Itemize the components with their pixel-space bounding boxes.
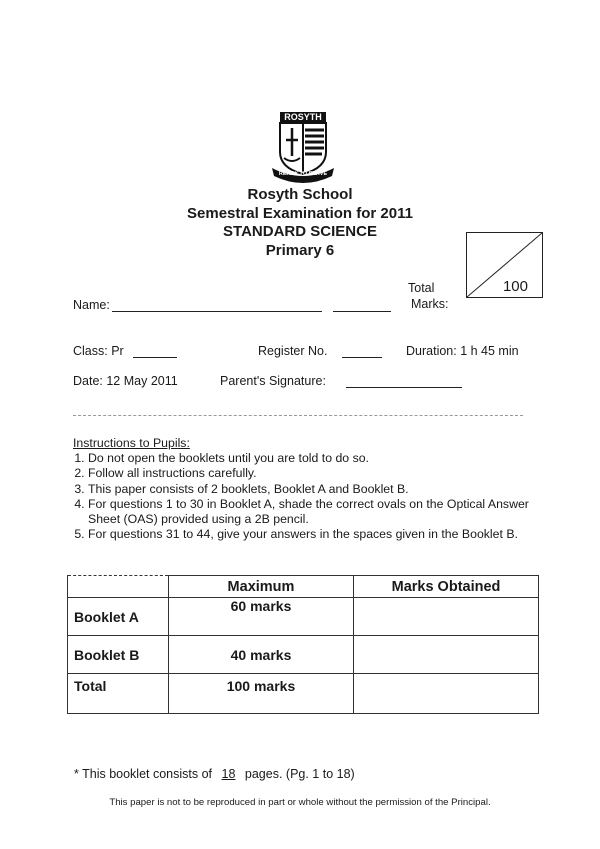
name-label: Name: — [73, 298, 110, 312]
pages-note — [74, 767, 355, 781]
table-cell: Booklet B — [68, 636, 169, 674]
marks-obtained-cell[interactable] — [354, 598, 539, 636]
table-header-cell: Maximum — [169, 576, 354, 598]
duration-text: Duration: 1 h 45 min — [406, 344, 519, 358]
table-row — [68, 598, 539, 636]
exam-title: Semestral Examination for 2011 — [187, 205, 413, 222]
instruction-item: 3. This paper consists of 2 booklets, Booklet A and Booklet B. — [88, 482, 543, 497]
table-header-row — [68, 576, 539, 598]
marks-table — [67, 575, 539, 714]
register-label: Register No. — [258, 344, 328, 358]
instructions-title: Instructions to Pupils: — [73, 436, 190, 450]
level-title: Primary 6 — [265, 242, 335, 259]
name-line-extra[interactable] — [333, 311, 391, 312]
table-cell: 60 marks — [169, 598, 354, 636]
crest-top-text: ROSYTH — [284, 112, 322, 122]
instructions-block — [73, 436, 543, 542]
instruction-item: 4. For questions 1 to 30 in Booklet A, shade the correct ovals on the Optical Answer Sheet (OAS) provided using a 2B pencil. — [88, 497, 543, 527]
table-row — [68, 674, 539, 714]
table-header-cell: Marks Obtained — [354, 576, 539, 598]
school-name: Rosyth School — [247, 186, 353, 203]
name-line[interactable] — [112, 311, 322, 312]
table-cell: 40 marks — [169, 636, 354, 674]
class-line[interactable] — [133, 357, 177, 358]
instruction-item: 2. Follow all instructions carefully. — [88, 466, 543, 481]
instruction-item: 1. Do not open the booklets until you are told to do so. — [88, 451, 543, 466]
table-cell: Booklet A — [68, 598, 169, 636]
signature-line[interactable] — [346, 387, 462, 388]
date-text: Date: 12 May 2011 — [73, 374, 178, 388]
school-crest-logo — [270, 108, 336, 184]
total-label: Total — [408, 281, 435, 295]
total-marks-box — [466, 232, 543, 298]
crest-motto-text: READY TO SERVE — [278, 171, 328, 177]
divider-dashes — [73, 415, 523, 416]
pages-prefix: * This booklet consists of — [74, 767, 213, 781]
marks-obtained-cell[interactable] — [354, 636, 539, 674]
marks-label: Marks: — [411, 297, 449, 311]
table-header-cell — [68, 576, 169, 598]
marks-obtained-cell[interactable] — [354, 674, 539, 714]
table-cell: Total — [68, 674, 169, 714]
signature-label: Parent's Signature: — [220, 374, 326, 388]
register-line[interactable] — [342, 357, 382, 358]
class-label: Class: Pr — [73, 344, 124, 358]
pages-count: 18 — [221, 767, 236, 781]
total-marks-value: 100 — [502, 278, 528, 295]
instructions-list — [73, 451, 543, 542]
pages-suffix: pages. (Pg. 1 to 18) — [244, 767, 355, 781]
subject-title: STANDARD SCIENCE — [223, 223, 377, 240]
copyright-notice: This paper is not to be reproduced in part or whole without the permission of the Principal. — [109, 797, 491, 808]
instruction-item: 5. For questions 31 to 44, give your answers in the spaces given in the Booklet B. — [88, 527, 543, 542]
table-cell: 100 marks — [169, 674, 354, 714]
table-row — [68, 636, 539, 674]
